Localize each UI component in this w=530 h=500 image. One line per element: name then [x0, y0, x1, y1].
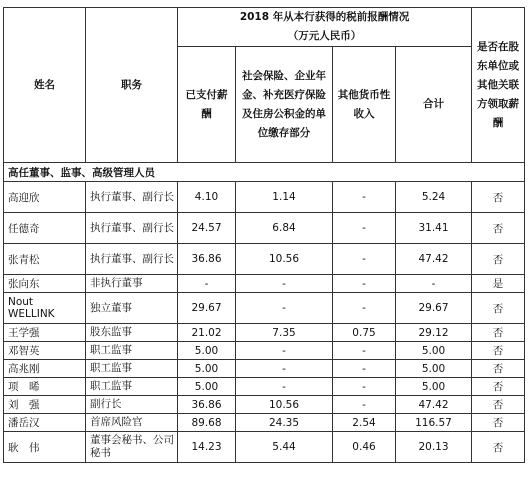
table-row [4, 213, 525, 244]
cell-other: 0.75 [333, 324, 396, 342]
table-row [4, 378, 525, 396]
cell-name: 任德奇 [4, 213, 86, 244]
table-row [4, 293, 525, 324]
cell-social: - [236, 342, 333, 360]
cell-name: Nout WELLINK [4, 293, 86, 324]
cell-related: 否 [472, 182, 525, 213]
cell-total: 5.24 [396, 182, 472, 213]
cell-related: 否 [472, 213, 525, 244]
cell-role: 执行董事、副行长 [86, 182, 178, 213]
table-row [4, 360, 525, 378]
header-group-title [178, 8, 472, 47]
cell-paid: 24.57 [178, 213, 236, 244]
compensation-table [3, 7, 525, 463]
cell-name: 邓智英 [4, 342, 86, 360]
cell-related: 否 [472, 414, 525, 432]
cell-role: 副行长 [86, 396, 178, 414]
cell-role: 非执行董事 [86, 275, 178, 293]
table-row [4, 414, 525, 432]
cell-paid: - [178, 275, 236, 293]
cell-social: 5.44 [236, 432, 333, 463]
cell-related: 否 [472, 396, 525, 414]
cell-role: 执行董事、副行长 [86, 213, 178, 244]
cell-total: 5.00 [396, 378, 472, 396]
cell-paid: 5.00 [178, 378, 236, 396]
header-other: 其他货币性收入 [333, 47, 396, 163]
cell-paid: 29.67 [178, 293, 236, 324]
cell-total: 47.42 [396, 244, 472, 275]
header-paid: 已支付薪酬 [178, 47, 236, 163]
cell-other: - [333, 244, 396, 275]
header-role: 职务 [86, 8, 178, 163]
cell-role: 首席风险官 [86, 414, 178, 432]
cell-total: 29.67 [396, 293, 472, 324]
cell-related: 否 [472, 360, 525, 378]
cell-other: 0.46 [333, 432, 396, 463]
table-row [4, 324, 525, 342]
cell-role: 职工监事 [86, 378, 178, 396]
cell-other: - [333, 213, 396, 244]
cell-paid: 36.86 [178, 396, 236, 414]
cell-role: 职工监事 [86, 342, 178, 360]
cell-other: - [333, 182, 396, 213]
cell-social: 6.84 [236, 213, 333, 244]
table-row [4, 396, 525, 414]
cell-related: 否 [472, 342, 525, 360]
cell-total: - [396, 275, 472, 293]
cell-social: - [236, 378, 333, 396]
compensation-table-container [3, 7, 524, 463]
header-name: 姓名 [4, 8, 86, 163]
cell-paid: 5.00 [178, 342, 236, 360]
cell-other: - [333, 342, 396, 360]
cell-social: - [236, 293, 333, 324]
cell-name: 王学强 [4, 324, 86, 342]
cell-total: 47.42 [396, 396, 472, 414]
cell-social: - [236, 275, 333, 293]
cell-related: 是 [472, 275, 525, 293]
cell-other: - [333, 360, 396, 378]
cell-total: 5.00 [396, 360, 472, 378]
cell-paid: 14.23 [178, 432, 236, 463]
cell-name: 刘 强 [4, 396, 86, 414]
cell-name: 耿 伟 [4, 432, 86, 463]
cell-other: - [333, 275, 396, 293]
header-total: 合计 [396, 47, 472, 163]
cell-paid: 89.68 [178, 414, 236, 432]
cell-total: 5.00 [396, 342, 472, 360]
cell-paid: 36.86 [178, 244, 236, 275]
cell-total: 31.41 [396, 213, 472, 244]
cell-role: 董事会秘书、公司秘书 [86, 432, 178, 463]
cell-name: 项 晞 [4, 378, 86, 396]
cell-related: 否 [472, 324, 525, 342]
table-row [4, 432, 525, 463]
cell-paid: 4.10 [178, 182, 236, 213]
cell-total: 116.57 [396, 414, 472, 432]
cell-social: - [236, 360, 333, 378]
cell-social: 1.14 [236, 182, 333, 213]
cell-related: 否 [472, 378, 525, 396]
cell-social: 24.35 [236, 414, 333, 432]
cell-role: 独立董事 [86, 293, 178, 324]
table-body [4, 163, 525, 463]
header-related-party: 是否在股东单位或其他关联方领取薪酬 [472, 8, 525, 163]
cell-related: 否 [472, 293, 525, 324]
cell-other: 2.54 [333, 414, 396, 432]
cell-name: 高迎欣 [4, 182, 86, 213]
cell-role: 股东监事 [86, 324, 178, 342]
header-social: 社会保险、企业年金、补充医疗保险及住房公积金的单位缴存部分 [236, 47, 333, 163]
cell-total: 29.12 [396, 324, 472, 342]
table-row [4, 275, 525, 293]
cell-total: 20.13 [396, 432, 472, 463]
cell-role: 职工监事 [86, 360, 178, 378]
cell-related: 否 [472, 244, 525, 275]
cell-name: 张向东 [4, 275, 86, 293]
cell-social: 7.35 [236, 324, 333, 342]
cell-name: 高兆刚 [4, 360, 86, 378]
cell-other: - [333, 293, 396, 324]
cell-name: 潘岳汉 [4, 414, 86, 432]
cell-name: 张青松 [4, 244, 86, 275]
cell-related: 否 [472, 432, 525, 463]
cell-role: 执行董事、副行长 [86, 244, 178, 275]
table-row [4, 342, 525, 360]
cell-paid: 5.00 [178, 360, 236, 378]
table-row [4, 182, 525, 213]
cell-social: 10.56 [236, 396, 333, 414]
header-group-title-line1: 2018 年从本行获得的税前报酬情况 [239, 11, 410, 23]
section-title: 高任董事、监事、高级管理人员 [4, 163, 525, 182]
cell-other: - [333, 378, 396, 396]
cell-paid: 21.02 [178, 324, 236, 342]
table-row [4, 244, 525, 275]
cell-social: 10.56 [236, 244, 333, 275]
header-group-title-line2: （万元人民币） [287, 30, 362, 42]
cell-other: - [333, 396, 396, 414]
